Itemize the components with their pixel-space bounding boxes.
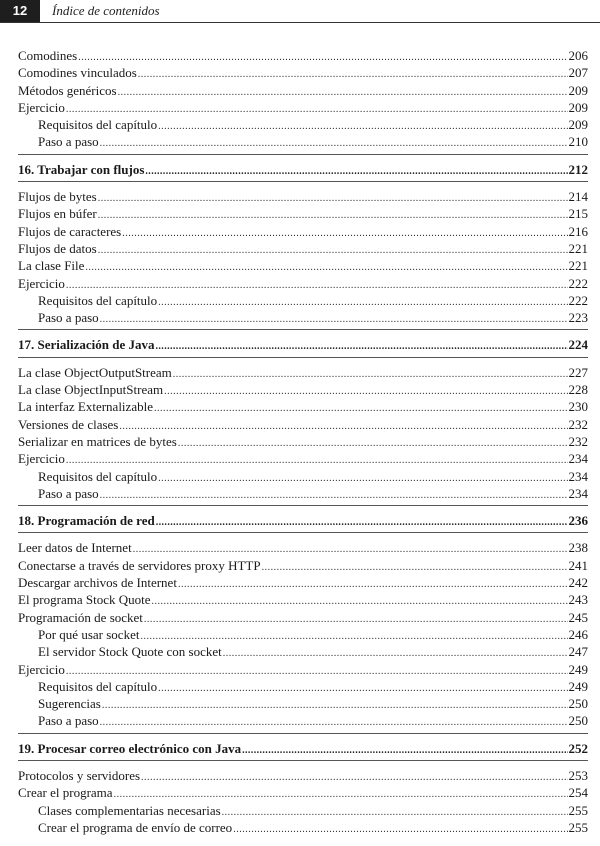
toc-entry-title: Ejercicio [18,275,65,291]
dot-leader [100,133,568,152]
toc-entry-page: 215 [568,206,588,222]
toc-entry-page: 243 [568,592,588,608]
toc-entry-page: 222 [568,292,588,308]
toc-entry [18,292,588,309]
toc-entry [18,574,588,591]
toc-entry-title: Conectarse a través de servidores proxy HTTP [18,557,261,573]
toc-entry-title: La clase ObjectInputStream [18,382,164,398]
toc-entry-title: Requisitos del capítulo [38,292,158,308]
toc-entry [18,99,588,116]
toc-entry-page: 253 [568,767,588,783]
toc-entry-page: 234 [568,468,588,484]
toc-entry-page: 236 [568,513,588,529]
toc-entry-page: 232 [568,416,588,432]
toc-entry-page: 223 [568,310,588,326]
toc-entry [18,626,588,643]
toc-entry-page: 221 [568,258,588,274]
toc-entry [18,275,588,292]
toc-entry [18,116,588,133]
toc-entry-page: 209 [568,117,588,133]
running-title: Índice de contenidos [52,3,160,18]
toc-entry-title: Paso a paso [38,485,99,501]
toc-entry-page: 209 [568,82,588,98]
toc-entry-page: 221 [568,240,588,256]
toc-entry-title: La clase ObjectOutputStream [18,364,172,380]
chapter-separator [18,329,588,330]
toc-entry [18,381,588,398]
toc-entry-title: 19. Procesar correo electrónico con Java [18,740,242,756]
toc-entry [18,64,588,81]
toc-entry [18,450,588,467]
toc-entry-page: 209 [568,99,588,115]
toc-chapter [18,336,588,353]
toc-entry-title: Comodines [18,48,78,63]
toc-entry-title: Por qué usar socket [38,626,140,642]
toc-entry [18,468,588,485]
toc-entry-page: 222 [568,275,588,291]
dot-leader [145,161,567,180]
toc-entry [18,695,588,712]
toc-entry-title: Clases complementarias necesarias [38,802,221,818]
toc-entry-page: 206 [568,48,588,63]
toc-entry-page: 224 [568,337,588,353]
toc-entry [18,643,588,660]
chapter-separator [18,532,588,533]
toc-entry-title: Ejercicio [18,451,65,467]
toc-entry-title: Comodines vinculados [18,65,137,81]
toc-entry-page: 250 [568,713,588,729]
toc-entry-page: 232 [568,433,588,449]
toc-entry-title: Versiones de clases [18,416,119,432]
toc-entry-title: 17. Serialización de Java [18,337,155,353]
toc-entry-title: Paso a paso [38,310,99,326]
toc-entry-title: Requisitos del capítulo [38,117,158,133]
page-number: 12 [0,0,40,22]
dot-leader [156,336,568,355]
toc-entry-page: 249 [568,678,588,694]
toc-entry-title: Paso a paso [38,134,99,150]
toc-entry-page: 234 [568,451,588,467]
toc-entry-title: La interfaz Externalizable [18,399,153,415]
toc-entry [18,712,588,729]
toc-entry-page: 216 [568,223,588,239]
toc-entry [18,133,588,150]
toc-entry-page: 210 [568,134,588,150]
toc-entry-page: 254 [568,785,588,801]
toc-entry [18,364,588,381]
toc-entry [18,257,588,274]
toc-entry-title: El programa Stock Quote [18,592,151,608]
toc-entry-title: Serializar en matrices de bytes [18,433,177,449]
toc-entry-title: 18. Programación de red [18,513,155,529]
toc-entry-title: Requisitos del capítulo [38,678,158,694]
toc-entry-title: Ejercicio [18,99,65,115]
toc-entry-title: Flujos de datos [18,240,97,256]
chapter-separator [18,505,588,506]
toc-entry [18,539,588,556]
toc-entry-title: Sugerencias [38,696,101,712]
toc-entry [18,485,588,502]
toc-entry-title: 16. Trabajar con flujos [18,161,145,177]
toc-entry [18,398,588,415]
toc-entry-title: La clase File [18,258,85,274]
dot-leader [100,712,568,731]
toc-entry [18,609,588,626]
toc-entry-page: 252 [568,740,588,756]
dot-leader [156,512,568,531]
toc-entry [18,205,588,222]
toc-entry-page: 245 [568,609,588,625]
toc-entry-page: 255 [568,802,588,818]
toc-entry [18,591,588,608]
toc-chapter [18,512,588,529]
toc-entry-page: 228 [568,382,588,398]
toc-entry [18,767,588,784]
toc-entry-title: Paso a paso [38,713,99,729]
toc-entry-page: 242 [568,575,588,591]
toc-entry [18,661,588,678]
toc-entry-title: Protocolos y servidores [18,767,141,783]
toc-entry-page: 250 [568,696,588,712]
toc-chapter [18,161,588,178]
toc-entry-page: 249 [568,661,588,677]
toc-entry [18,819,588,836]
toc-entry-title: Flujos en búfer [18,206,97,222]
toc-entry [18,240,588,257]
toc-entry-title: Flujos de caracteres [18,223,122,239]
toc-entry-title: Ejercicio [18,661,65,677]
toc-entry-title: Requisitos del capítulo [38,468,158,484]
header-rule [0,22,600,23]
toc-entry [18,557,588,574]
toc-entry-page: 234 [568,485,588,501]
toc-entry [18,416,588,433]
chapter-separator [18,357,588,358]
toc-entry [18,309,588,326]
toc-entry-title: Crear el programa de envío de correo [38,819,233,835]
toc-entry [18,188,588,205]
toc-entry [18,433,588,450]
toc-chapter [18,740,588,757]
toc-entry-title: Crear el programa [18,785,113,801]
toc-entry-page: 246 [568,626,588,642]
chapter-separator [18,154,588,155]
chapter-separator [18,760,588,761]
toc-entry [18,802,588,819]
toc-entry-title: Programación de socket [18,609,143,625]
toc-entry-page: 247 [568,644,588,660]
toc-entry-title: El servidor Stock Quote con socket [38,644,222,660]
toc-entry-title: Leer datos de Internet [18,540,132,556]
dot-leader [100,485,568,504]
toc-entry-page: 241 [568,557,588,573]
chapter-separator [18,733,588,734]
dot-leader [242,740,567,759]
dot-leader [233,819,567,838]
toc-entry [18,47,588,64]
toc-entry-page: 230 [568,399,588,415]
toc-entry [18,82,588,99]
toc-entry-title: Descargar archivos de Internet [18,575,177,591]
page-header [0,0,600,22]
toc-entry [18,678,588,695]
table-of-contents [18,47,588,836]
toc-entry-page: 227 [568,364,588,380]
toc-entry-page: 212 [568,161,588,177]
toc-entry-page: 207 [568,65,588,81]
toc-entry-page: 214 [568,189,588,205]
chapter-separator [18,181,588,182]
toc-entry [18,784,588,801]
dot-leader [100,309,568,328]
toc-entry-page: 238 [568,540,588,556]
toc-entry-title: Flujos de bytes [18,189,97,205]
toc-entry-page: 255 [568,819,588,835]
toc-entry [18,223,588,240]
toc-entry-title: Métodos genéricos [18,82,117,98]
